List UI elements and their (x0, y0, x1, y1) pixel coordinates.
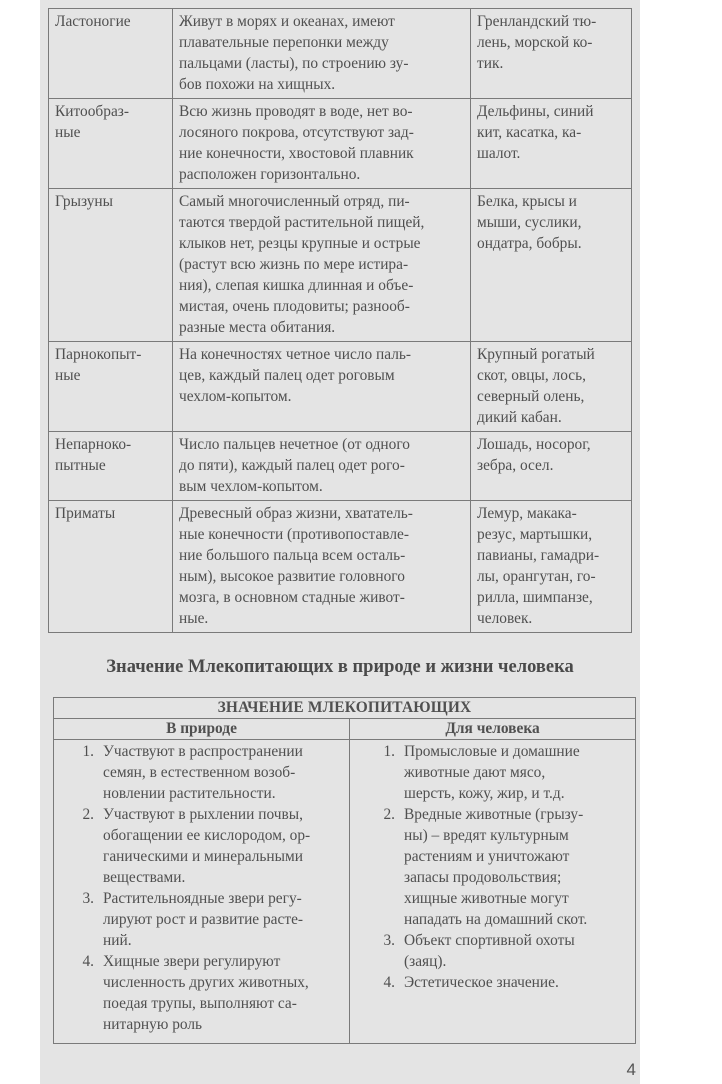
list-number: 4. (82, 953, 94, 970)
column-header-human: Для человека (350, 719, 636, 740)
list-number: 3. (82, 890, 94, 907)
mammal-orders-table (48, 8, 632, 633)
order-name: Китообраз- ные (55, 103, 129, 141)
list-text: Хищные звери регулируют численность других животных, поедая трупы, выполняют са- нитарную роль (103, 953, 309, 1033)
list-item (60, 741, 343, 804)
table-row (49, 189, 632, 342)
table-row (54, 740, 636, 1044)
table-row (49, 342, 632, 432)
order-name-cell (49, 9, 173, 99)
table-title-row (54, 698, 636, 719)
list-item (60, 951, 343, 1035)
features-cell (173, 99, 471, 189)
list-item (60, 888, 343, 951)
column-header-nature: В природе (54, 719, 350, 740)
table-row (49, 99, 632, 189)
list-item (356, 930, 629, 972)
table-header-row (54, 719, 636, 740)
order-features: На конечностях четное число паль- цев, каждый палец одет роговым чехлом-копытом. (179, 346, 412, 405)
list-text: Эстетическое значение. (404, 974, 559, 991)
examples-cell (471, 501, 632, 633)
order-examples: Гренландский тю- лень, морской ко- тик. (477, 13, 597, 72)
table-title: ЗНАЧЕНИЕ МЛЕКОПИТАЮЩИХ (54, 698, 636, 719)
examples-cell (471, 432, 632, 501)
list-text: Растительноядные звери регу- лируют рост и развитие расте- ний. (103, 890, 304, 949)
order-name-cell (49, 432, 173, 501)
list-number: 2. (383, 806, 395, 823)
order-name-cell (49, 99, 173, 189)
list-number: 2. (82, 806, 94, 823)
order-features: Живут в морях и океанах, имеют плавательные перепонки между пальцами (ласты), по строению зу- бов похожи на хищных. (179, 13, 409, 93)
table-row (49, 9, 632, 99)
list-number: 4. (383, 974, 395, 991)
examples-cell (471, 99, 632, 189)
order-name: Непарноко- пытные (55, 436, 132, 474)
order-examples: Крупный рогатый скот, овцы, лось, северный олень, дикий кабан. (477, 346, 595, 426)
list-text: Участвуют в рыхлении почвы, обогащении ее кислородом, ор- ганическими и минеральными веществами. (103, 806, 311, 886)
features-cell (173, 9, 471, 99)
order-name: Приматы (55, 505, 116, 522)
order-name-cell (49, 501, 173, 633)
orders-table-body (49, 9, 632, 633)
order-name: Грызуны (55, 193, 113, 210)
order-name: Ластоногие (55, 13, 131, 30)
list-number: 1. (82, 743, 94, 760)
order-features: Число пальцев нечетное (от одного до пяти), каждый палец одет рого- вым чехлом-копытом. (179, 436, 410, 495)
list-text: Участвуют в распространении семян, в естественном возоб- новлении растительности. (103, 743, 303, 802)
nature-significance-cell (54, 740, 350, 1044)
section-heading: Значение Млекопитающих в природе и жизни человека (106, 657, 574, 677)
list-text: Промысловые и домашние животные дают мясо, шерсть, кожу, жир, и т.д. (404, 743, 580, 802)
list-item (60, 804, 343, 888)
order-features: Древесный образ жизни, хвататель- ные конечности (противопоставле- ние большого пальца всем осталь- ным), высокое развитие головного мозга, в основном стадные живот- ные. (179, 505, 413, 627)
features-cell (173, 189, 471, 342)
human-significance-cell (350, 740, 636, 1044)
list-item (356, 804, 629, 930)
scanned-page (40, 0, 640, 1084)
examples-cell (471, 342, 632, 432)
order-name-cell (49, 342, 173, 432)
order-features: Всю жизнь проводят в воде, нет во- лосяного покрова, отсутствуют зад- ние конечности, хвостовой плавник расположен горизонтально. (179, 103, 414, 183)
features-cell (173, 501, 471, 633)
list-item (356, 741, 629, 804)
order-name-cell (49, 189, 173, 342)
order-examples: Лошадь, носорог, зебра, осел. (477, 436, 591, 474)
table-row (49, 432, 632, 501)
list-number: 3. (383, 932, 395, 949)
list-item (356, 972, 629, 993)
list-text: Вредные животные (грызу- ны) – вредят культурным растениям и уничтожают запасы продовольствия; хищные животные могут нападать на домашний скот. (404, 806, 588, 928)
mammal-significance-table (53, 697, 636, 1044)
table-row (49, 501, 632, 633)
order-examples: Белка, крысы и мыши, суслики, ондатра, бобры. (477, 193, 582, 252)
order-name: Парнокопыт- ные (55, 346, 142, 384)
order-examples: Дельфины, синий кит, касатка, ка- шалот. (477, 103, 594, 162)
human-significance-list (356, 741, 629, 993)
order-features: Самый многочисленный отряд, пи- таются твердой растительной пищей, клыков нет, резцы крупные и острые (растут всю жизнь по мере истира- ния), слепая кишка длинная и объе- мистая, очень плодовиты; разнооб- разные места обитания. (179, 193, 425, 336)
order-examples: Лемур, макака- резус, мартышки, павианы, гамадри- лы, орангутан, го- рилла, шимпанзе, человек. (477, 505, 600, 627)
examples-cell (471, 9, 632, 99)
features-cell (173, 432, 471, 501)
page-number: 4 (626, 1060, 636, 1079)
list-number: 1. (383, 743, 395, 760)
list-text: Объект спортивной охоты (заяц). (404, 932, 575, 970)
nature-significance-list (60, 741, 343, 1035)
examples-cell (471, 189, 632, 342)
features-cell (173, 342, 471, 432)
